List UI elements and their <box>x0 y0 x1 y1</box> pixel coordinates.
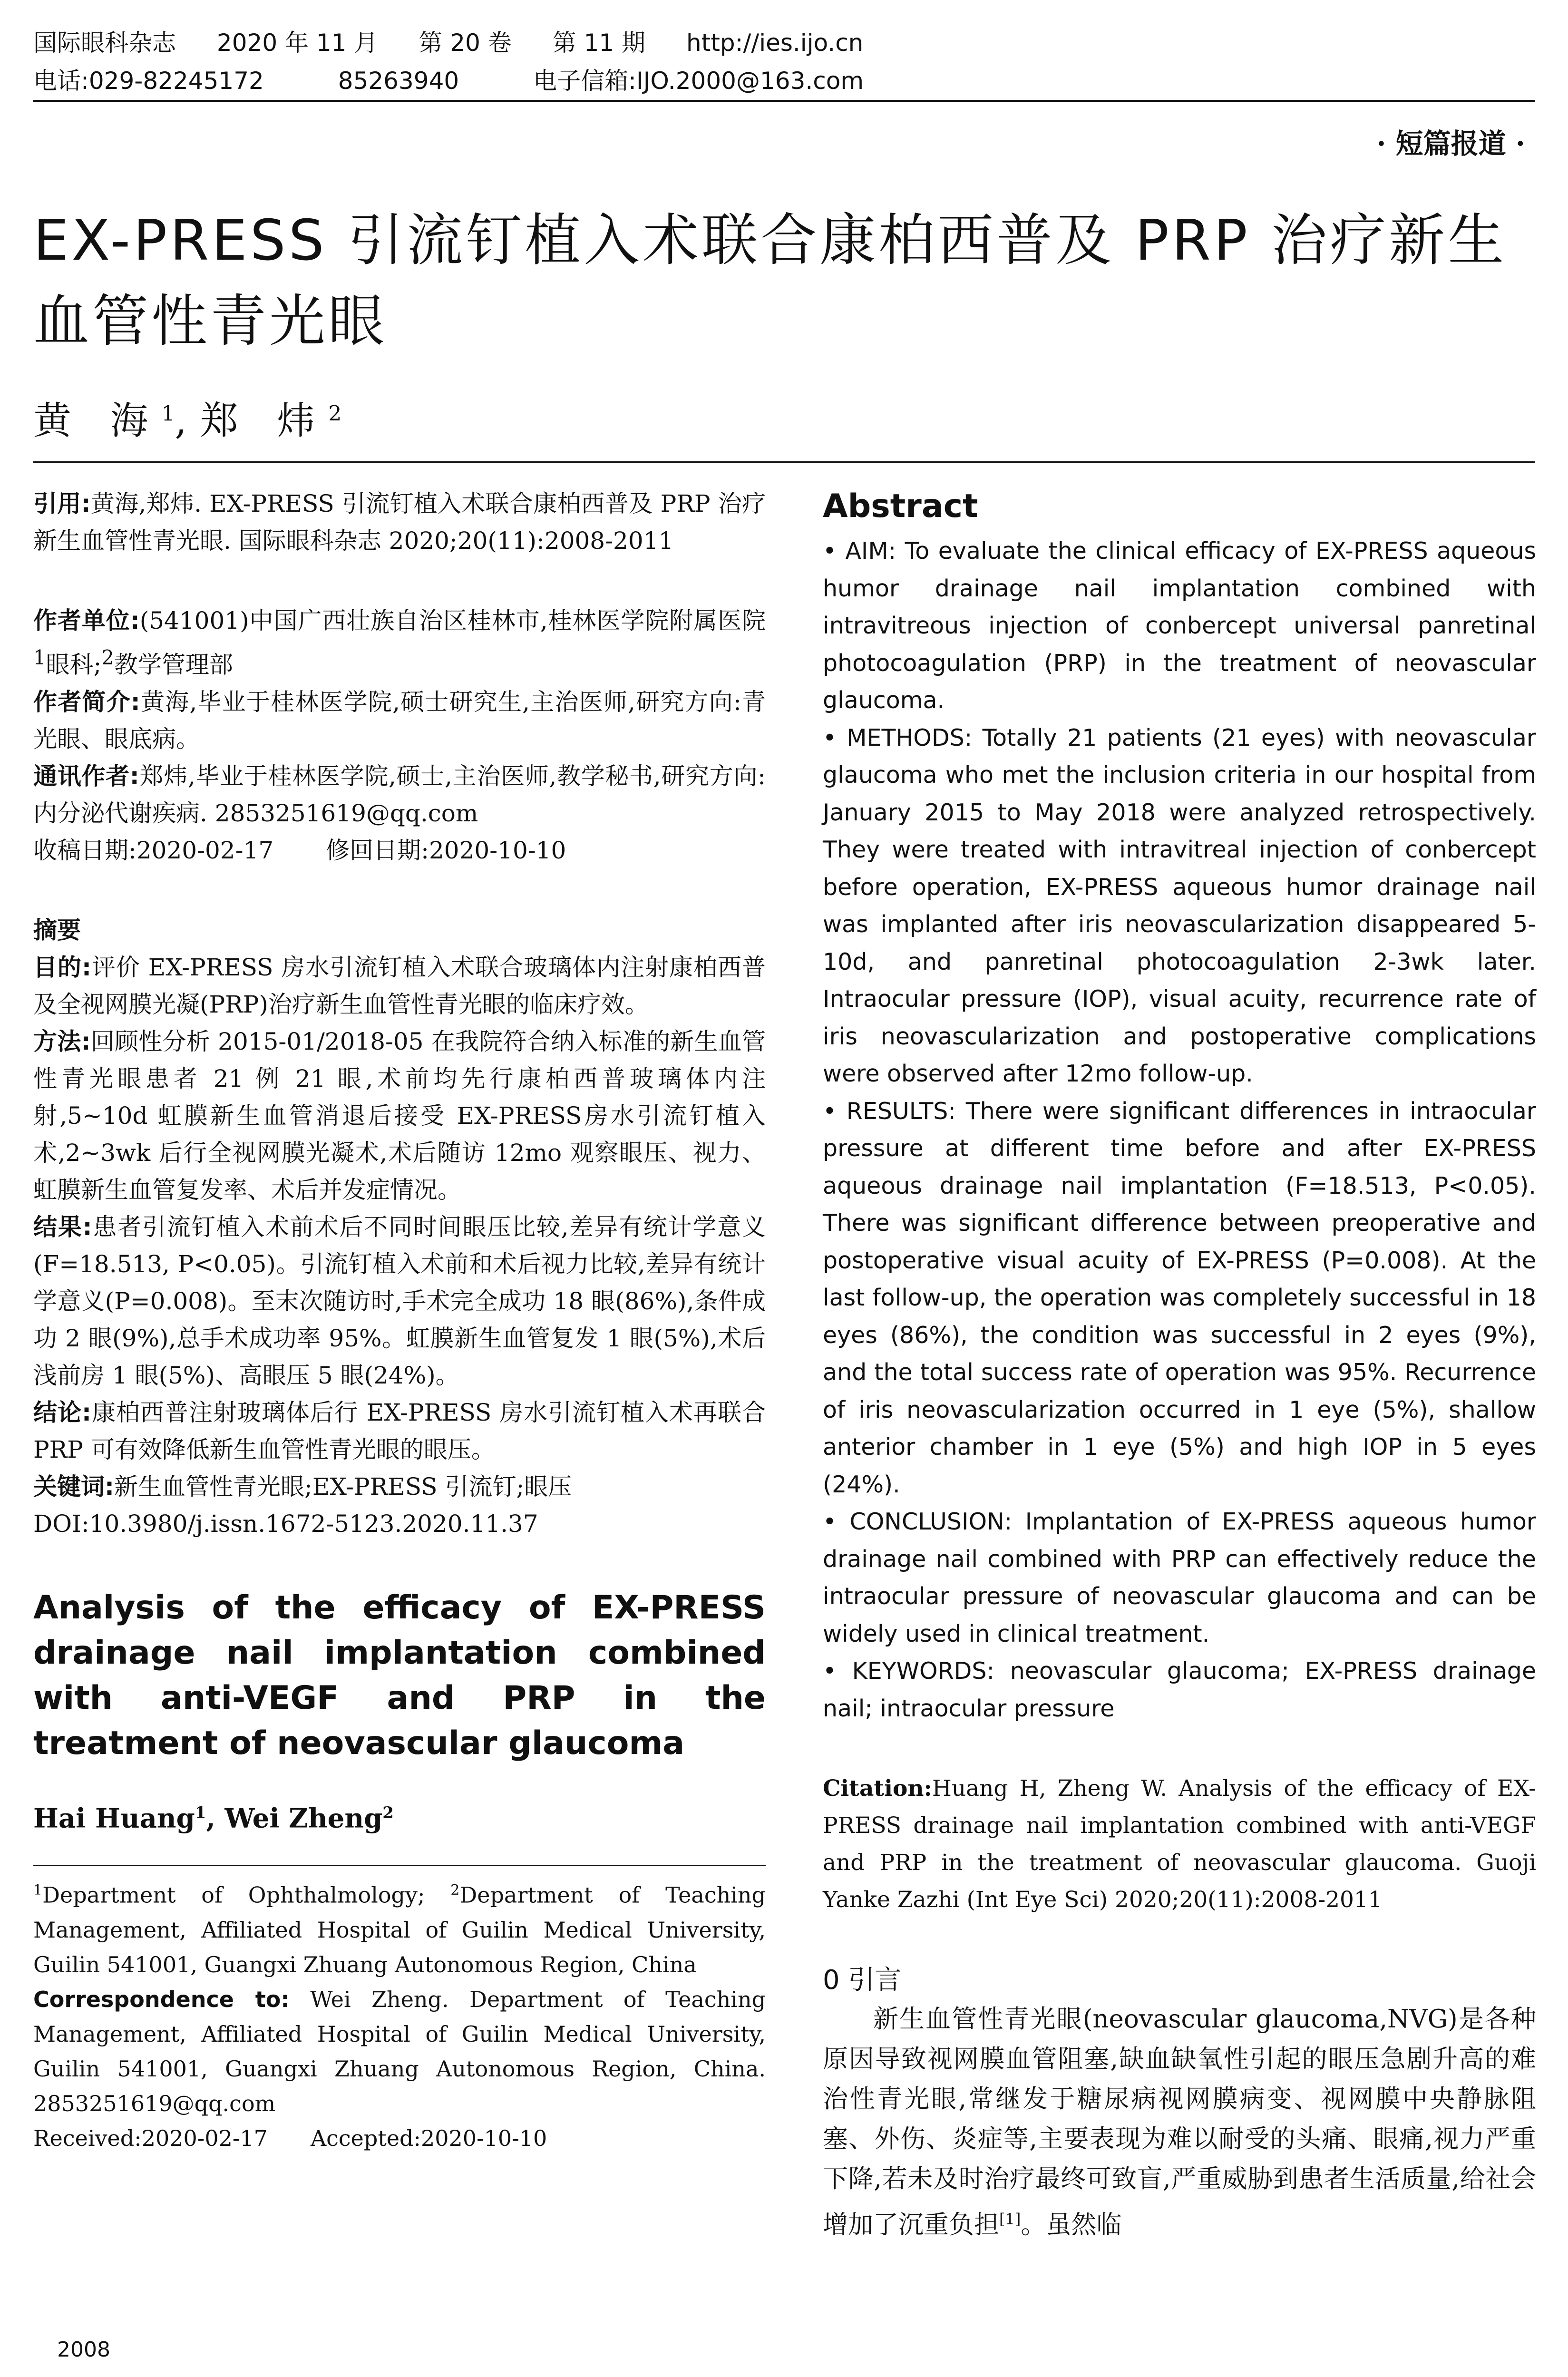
author-1: 黄 海 <box>33 399 162 443</box>
aim-cn-text: 评价 EX-PRESS 房水引流钉植入术联合玻璃体内注射康柏西普及全视网膜光凝(PRP)治疗新生血管性青光眼的临床疗效。 <box>33 953 766 1018</box>
journal-header-line2 <box>33 62 930 96</box>
citation-en-label: Citation: <box>823 1775 932 1802</box>
journal-url[interactable]: http://ies.ijo.cn <box>686 29 864 57</box>
right-column <box>823 485 1536 2245</box>
keywords-cn <box>33 1468 766 1505</box>
methods-en: • METHODS: Totally 21 patients (21 eyes) with neovascular glaucoma who met the inclusion criteria in our hospital from January 2015 to May 2018 were analyzed retrospectively. They were treated with intravitreal injection of conbercept before operation, EX-PRESS aqueous humor drainage nail was implanted after iris neovascularization disappeared 5-10d, and panretinal photocoagulation 2-3wk later. Intraocular pressure (IOP), visual acuity, recurrence rate of iris neovascularization and postoperative complications were observed after 12mo follow-up. <box>823 724 1536 1087</box>
results-cn-text: 患者引流钉植入术前术后不同时间眼压比较,差异有统计学意义(F=18.513, P<0.05)。引流钉植入术前和术后视力比较,差异有统计学意义(P=0.008)。至末次随访时,手术完全成功 18 眼(86%),条件成功 2 眼(9%),总手术成功率 95%。虹膜新生血管复发 1 眼(5%),术后浅前房 1 眼(5%)、高眼压 5 眼(24%)。 <box>33 1213 766 1389</box>
corresponding-text: 郑炜,毕业于桂林医学院,硕士,主治医师,教学秘书,研究方向:内分泌代谢疾病. 2853251619@qq.com <box>33 762 766 827</box>
intro-heading: 0 引言 <box>823 1965 902 1996</box>
corresponding-label: 通讯作者: <box>33 762 139 790</box>
intro-paragraph <box>823 1999 1536 2245</box>
article-title-en: Analysis of the efficacy of EX-PRESS drainage nail implantation combined with anti-VEGF and PRP in the treatment of neovascular glaucoma <box>33 1588 766 1762</box>
volume: 第 20 卷 <box>419 29 512 57</box>
en-author-2: , Wei Zheng <box>206 1802 383 1834</box>
conclusion-cn <box>33 1394 766 1468</box>
revised-date-cn: 修回日期:2020-10-10 <box>326 836 566 864</box>
author-2: 郑 炜 <box>200 399 329 443</box>
journal-name: 国际眼科杂志 <box>33 29 176 57</box>
en-author-1: Hai Huang <box>33 1802 195 1834</box>
en-author-2-sup: 2 <box>382 1803 394 1822</box>
intro-tail: 。虽然临 <box>1021 2210 1122 2240</box>
author-unit-label: 作者单位: <box>33 607 140 634</box>
issue-date: 2020 年 11 月 <box>216 29 378 57</box>
affiliation-block <box>33 1865 766 2155</box>
abstract-heading-cn: 摘要 <box>33 916 81 944</box>
methods-cn-label: 方法: <box>33 1027 91 1055</box>
methods-cn <box>33 1023 766 1208</box>
author-bio-text: 黄海,毕业于桂林医学院,硕士研究生,主治医师,研究方向:青光眼、眼底病。 <box>33 688 766 753</box>
author-2-sup: 2 <box>328 401 342 426</box>
section-tag: · 短篇报道 · <box>1376 127 1525 160</box>
header-divider <box>33 100 1535 102</box>
journal-header-line1 <box>33 24 896 58</box>
author-bio <box>33 683 766 758</box>
author-unit <box>33 602 766 683</box>
received-date-cn: 收稿日期:2020-02-17 <box>33 836 274 864</box>
article-title-cn: EX-PRESS 引流钉植入术联合康柏西普及 PRP 治疗新生血管性青光眼 <box>33 207 1507 354</box>
results-cn-label: 结果: <box>33 1213 92 1241</box>
author-unit-text-a: (541001)中国广西壮族自治区桂林市,桂林医学院附属医院 <box>139 607 766 634</box>
keywords-en: • KEYWORDS: neovascular glaucoma; EX-PRESS drainage nail; intraocular pressure <box>823 1657 1536 1722</box>
aff-text1: Department of Ophthalmology; <box>42 1882 425 1908</box>
intro-text: 新生血管性青光眼(neovascular glaucoma,NVG)是各种原因导致视网膜血管阻塞,缺血缺氧性引起的眼压急剧升高的难治性青光眼,常继发于糖尿病视网膜病变、视网膜中央静脉阻塞、外伤、炎症等,主要表现为难以耐受的头痛、眼痛,视力严重下降,若未及时治疗最终可致盲,严重威胁到患者生活质量,给社会增加了沉重负担 <box>823 2005 1536 2240</box>
aff-sup1: 1 <box>33 1882 43 1899</box>
keywords-cn-label: 关键词: <box>33 1472 114 1500</box>
received-date-en: Received:2020-02-17 <box>33 2125 268 2151</box>
keywords-cn-text: 新生血管性青光眼;EX-PRESS 引流钉;眼压 <box>114 1472 572 1500</box>
intro-ref[interactable]: [1] <box>999 2210 1021 2228</box>
citation-en <box>823 1770 1536 1919</box>
accepted-date-en: Accepted:2020-10-10 <box>310 2125 547 2151</box>
citation-cn-label: 引用: <box>33 490 91 517</box>
aff-text2: Department of Teaching Management, Affiliated Hospital of Guilin Medical University, Guilin 541001, Guangxi Zhuang Autonomous Region, China <box>33 1882 766 1978</box>
author-unit-text-c: 教学管理部 <box>114 651 233 679</box>
dates-cn <box>33 832 766 869</box>
citation-en-text: Huang H, Zheng W. Analysis of the efficacy of EX-PRESS drainage nail implantation combined with anti-VEGF and PRP in the treatment of neovascular glaucoma. Guoji Yanke Zazhi (Int Eye Sci) 2020;20(11):2008-2011 <box>823 1775 1536 1913</box>
author-bio-label: 作者简介: <box>33 688 140 716</box>
author-unit-text-b: 眼科; <box>46 651 102 679</box>
phone: 电话:029-82245172 <box>33 67 264 95</box>
methods-cn-text: 回顾性分析 2015-01/2018-05 在我院符合纳入标准的新生血管性青光眼患者 21 例 21 眼,术前均先行康柏西普玻璃体内注射,5~10d 虹膜新生血管消退后接受 EX-PRESS房水引流钉植入术,2~3wk 后行全视网膜光凝术,术后随访 12mo 观察眼压、视力、虹膜新生血管复发率、术后并发症情况。 <box>33 1027 766 1204</box>
citation-cn-text: 黄海,郑炜. EX-PRESS 引流钉植入术联合康柏西普及 PRP 治疗新生血管性青光眼. 国际眼科杂志 2020;20(11):2008-2011 <box>33 490 766 555</box>
page-number: 2008 <box>57 2338 110 2362</box>
citation-cn <box>33 485 766 559</box>
correspondence-en <box>33 1982 766 2121</box>
dates-en <box>33 2121 766 2156</box>
conclusion-cn-text: 康柏西普注射玻璃体后行 EX-PRESS 房水引流钉植入术再联合 PRP 可有效降低新生血管性青光眼的眼压。 <box>33 1398 766 1463</box>
aim-cn <box>33 949 766 1023</box>
email[interactable]: 电子信箱:IJO.2000@163.com <box>533 67 864 95</box>
left-column <box>33 485 766 2156</box>
doi[interactable]: DOI:10.3980/j.issn.1672-5123.2020.11.37 <box>33 1510 538 1538</box>
en-author-1-sup: 1 <box>195 1803 206 1822</box>
author-sep: , <box>175 399 200 443</box>
author-1-sup: 1 <box>161 401 175 426</box>
abstract-heading-en: Abstract <box>823 487 978 525</box>
authors-en <box>33 1794 766 1837</box>
corresponding-author <box>33 758 766 832</box>
conclusion-cn-label: 结论: <box>33 1398 91 1426</box>
affiliation-en <box>33 1873 766 1982</box>
aff-sup2: 2 <box>450 1882 460 1899</box>
issue-number: 第 11 期 <box>552 29 646 57</box>
title-divider <box>33 461 1535 463</box>
correspondence-en-label: Correspondence to: <box>33 1986 290 2012</box>
author-unit-sup1: 1 <box>33 646 46 669</box>
authors-cn <box>33 390 341 445</box>
results-cn <box>33 1208 766 1394</box>
phone-2: 85263940 <box>338 67 459 95</box>
aim-en: • AIM: To evaluate the clinical efficacy of EX-PRESS aqueous humor drainage nail implantation combined with intravitreous injection of conbercept universal panretinal photocoagulation (PRP) in the treatment of neovascular glaucoma. <box>823 537 1536 714</box>
conclusion-en: • CONCLUSION: Implantation of EX-PRESS aqueous humor drainage nail combined with PRP can effectively reduce the intraocular pressure of neovascular glaucoma and can be widely used in clinical treatment. <box>823 1508 1536 1647</box>
aim-cn-label: 目的: <box>33 953 91 981</box>
author-unit-sup2: 2 <box>101 646 114 669</box>
results-en: • RESULTS: There were significant differences in intraocular pressure at different time before and after EX-PRESS aqueous drainage nail implantation (F=18.513, P<0.05). There was significant difference between preoperative and postoperative visual acuity of EX-PRESS (P=0.008). At the last follow-up, the operation was completely successful in 18 eyes (86%), the condition was successful in 2 eyes (9%), and the total success rate of operation was 95%. Recurrence of iris neovascularization occurred in 1 eye (5%), shallow anterior chamber in 1 eye (5%) and high IOP in 5 eyes (24%). <box>823 1097 1536 1498</box>
correspondence-en-text: Wei Zheng. Department of Teaching Management, Affiliated Hospital of Guilin Medical University, Guilin 541001, Guangxi Zhuang Autonomous Region, China. 2853251619@qq.com <box>33 1986 766 2116</box>
